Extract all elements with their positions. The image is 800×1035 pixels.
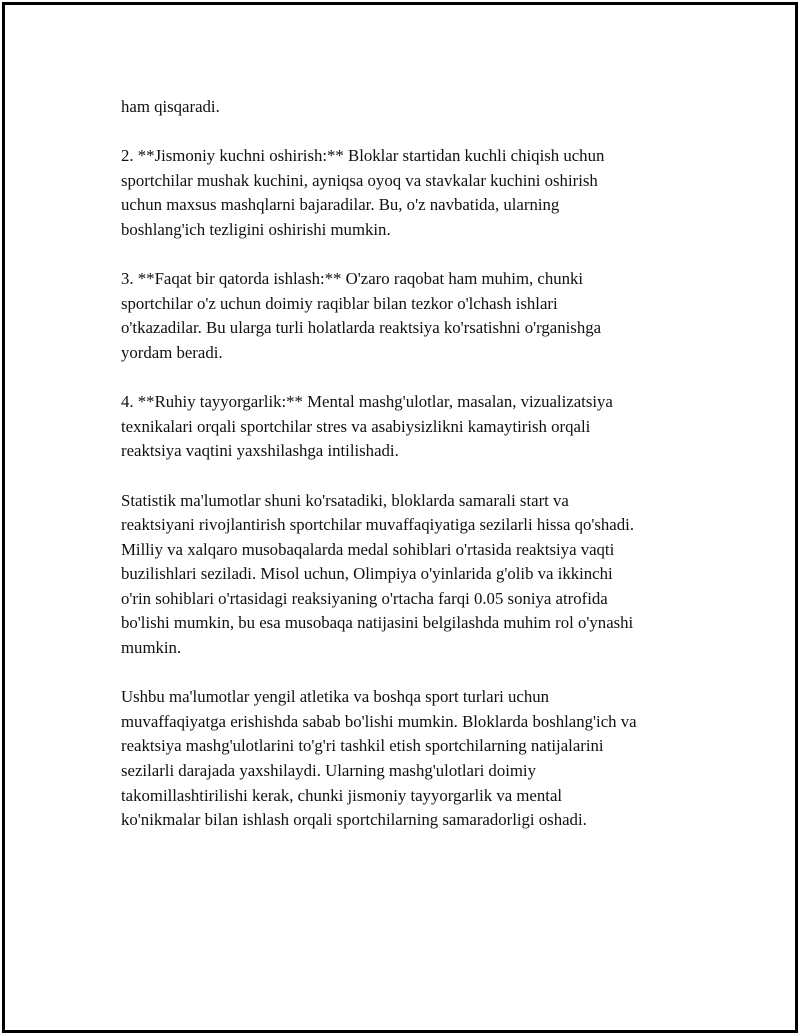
paragraph-single-row-work: 3. **Faqat bir qatorda ishlash:** O'zaro raqobat ham muhim, chunki sportchilar o'z uchun doimiy raqiblar bilan tezkor o'lchash ishlari o'tkazadilar. Bu ularga turli holatlarda reaktsiya ko'rsatishni o'rganishga yordam beradi. — [121, 269, 602, 362]
page-frame — [2, 2, 798, 1033]
paragraph-continuation: ham qisqaradi. — [121, 97, 220, 116]
paragraph-mental-preparation: 4. **Ruhiy tayyorgarlik:** Mental mashg'ulotlar, masalan, vizualizatsiya texnikalari orqali sportchilar stres va asabiysizlikni kamaytirish orqali reaktsiya vaqtini yaxshilashga intilishadi. — [121, 392, 613, 461]
paragraph-statistics: Statistik ma'lumotlar shuni ko'rsatadiki, bloklarda samarali start va reaktsiyani rivojlantirish sportchilar muvaffaqiyatiga sezilarli hissa qo'shadi. Milliy va xalqaro musobaqalarda medal sohiblari o'rtasida reaktsiya vaqti buzilishlari seziladi. Misol uchun, Olimpiya o'yinlarida g'olib va ikkinchi o'rin sohiblari o'rtasidagi reaksiyaning o'rtacha farqi 0.05 soniya atrofida bo'lishi mumkin, bu esa musobaqa natijasini belgilashda muhim rol o'ynashi mumkin. — [121, 490, 635, 658]
document-body — [121, 95, 701, 857]
paragraph-conclusion: Ushbu ma'lumotlar yengil atletika va boshqa sport turlari uchun muvaffaqiyatga erishishda sabab bo'lishi mumkin. Bloklarda boshlang'ich va reaktsiya mashg'ulotlarini to'g'ri tashkil etish sportchilarning natijalarini sezilarli darajada yaxshilaydi. Ularning mashg'ulotlari doimiy takomillashtirilishi kerak, chunki jismoniy tayyorgarlik va mental ko'nikmalar bilan ishlash orqali sportchilarning samaradorligi oshadi. — [121, 687, 637, 830]
paragraph-physical-strength: 2. **Jismoniy kuchni oshirish:** Bloklar startidan kuchli chiqish uchun sportchilar mushak kuchini, ayniqsa oyoq va stavkalar kuchini oshirish uchun maxsus mashqlarni bajaradilar. Bu, o'z navbatida, ularning boshlang'ich tezligini oshirishi mumkin. — [121, 146, 605, 239]
